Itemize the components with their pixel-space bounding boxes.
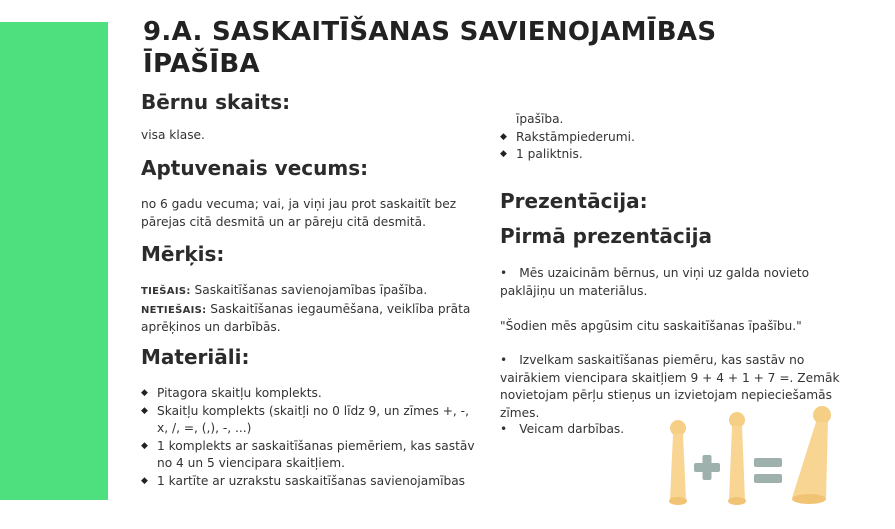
goal-direct	[141, 282, 486, 301]
children-heading: Bērnu skaits:	[141, 90, 291, 114]
goal-direct-text: Saskaitīšanas savienojamības īpašība.	[190, 283, 428, 297]
list-item: ◆ 1 komplekts ar saskaitīšanas piemēriem, kas sastāv no 4 un 5 viencipara skaitļiem.	[141, 438, 483, 473]
page-title: 9.A. SASKAITĪŠANAS SAVIENOJAMĪBAS ĪPAŠĪBA	[143, 17, 717, 79]
step-2-text: Izvelkam saskaitīšanas piemēru, kas sastāv no vairākiem viencipara skaitļiem 9 + 4 + 1 + 7 =. Zemāk novietojam pērļu stieņus un izvietojam nepieciešamās zīmes.	[500, 353, 840, 420]
bullet: •	[500, 353, 508, 367]
first-presentation-subheading: Pirmā prezentācija	[500, 224, 712, 248]
materials-list-right	[500, 129, 660, 164]
step-3-text: Veicam darbības.	[519, 422, 625, 436]
list-item: ◆ 1 kartīte ar uzrakstu saskaitīšanas savienojamības	[141, 473, 483, 491]
materials-list-continued	[500, 111, 660, 164]
children-text: visa klase.	[141, 128, 205, 142]
goal-direct-label: TIEŠAIS:	[141, 286, 191, 297]
materials-list	[141, 385, 483, 490]
materials-heading: Materiāli:	[141, 345, 250, 369]
goal-indirect-text: Saskaitīšanas iegaumēšana, veiklība prāta aprēķinos un darbībās.	[141, 301, 471, 334]
age-text-line-2: pārejas citā desmitā un ar pāreju citā desmitā.	[141, 214, 426, 229]
wooden-pegs-with-plus-and-equals-icon	[664, 400, 834, 510]
goal-indirect	[141, 301, 486, 337]
goals-heading: Mērķis:	[141, 242, 225, 266]
list-item: ◆ Skaitļu komplekts (skaitļi no 0 līdz 9, un zīmes +, -, x, /, =, (,), -, ...)	[141, 403, 483, 438]
step-1	[500, 265, 845, 300]
materials-continued-text: īpašība.	[516, 112, 564, 126]
presentation-quote: "Šodien mēs apgūsim citu saskaitīšanas īpašību."	[500, 319, 802, 333]
list-item: ◆ Pitagora skaitļu komplekts.	[141, 385, 483, 403]
step-1-text: Mēs uzaicinām bērnus, un viņi uz galda novieto paklājiņu un materiālus.	[500, 266, 810, 298]
bullet: •	[500, 266, 508, 280]
accent-green-bar	[0, 22, 108, 500]
step-3	[500, 421, 650, 439]
bullet: •	[500, 422, 508, 436]
goals-text	[141, 282, 486, 337]
presentation-heading: Prezentācija:	[500, 189, 648, 213]
list-item: ◆ 1 paliktnis.	[500, 146, 660, 164]
age-text-line-1: no 6 gadu vecuma; vai, ja viņi jau prot saskaitīt bez	[141, 197, 457, 211]
goal-indirect-label: NETIEŠAIS:	[141, 304, 207, 316]
age-text	[141, 196, 486, 231]
list-item: ◆ Rakstāmpiederumi.	[500, 129, 660, 147]
age-heading: Aptuvenais vecums:	[141, 156, 369, 180]
